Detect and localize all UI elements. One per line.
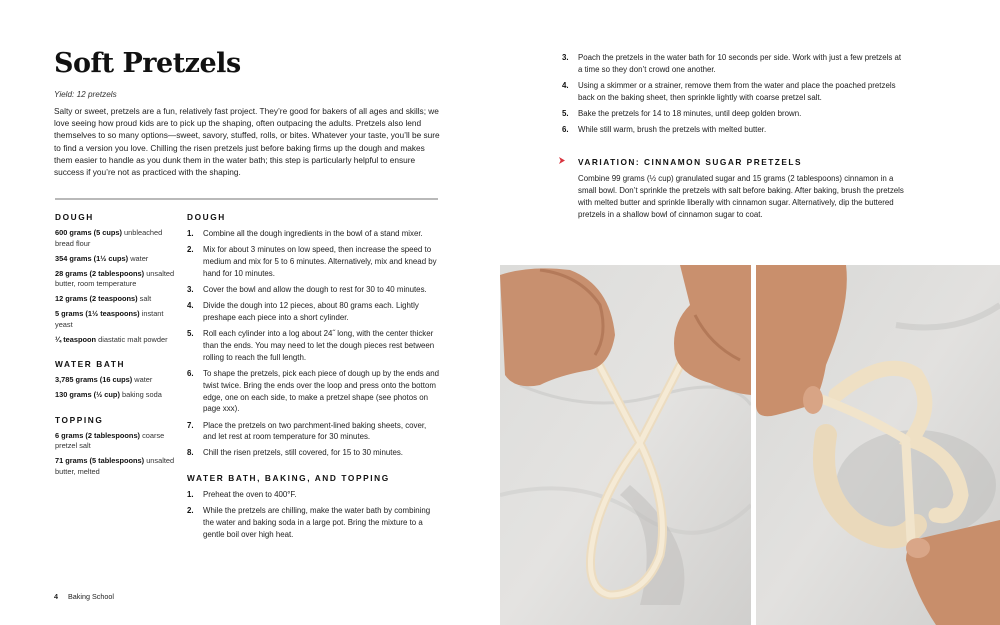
step-number: 4.	[187, 301, 194, 311]
step-number: 1.	[187, 490, 194, 500]
chevron-right-icon	[558, 156, 578, 168]
ingredient-item	[55, 309, 177, 330]
ingredient-name: unsalted butter, room temperature	[55, 268, 175, 289]
recipe-intro: Salty or sweet, pretzels are a fun, relatively fast project. They’re good for bakers of all ages and skills; we love seeing how proud kids are to pick up the shaping, often outpacing the adults. Pretzels also lend themselves to so many options—sweet, savory, stuffed, rolls, or bites. Whatever your taste, you’ll be sure to find a version you love. Chilling the risen pretzels just before baking firms up the dough and makes them easier to handle as you dunk them in the water bath; this step is particularly helpful to ensure success if you’re not as practiced with the shaping.	[54, 106, 440, 178]
step-text: Roll each cylinder into a log about 24˝ long, with the center thicker than the ends. You may need to let the dough pieces rest between rolling to reach the full length.	[203, 329, 435, 362]
step-number: 4.	[562, 80, 569, 90]
step-number: 3.	[187, 284, 194, 294]
ingredient-name: unsalted butter, melted	[55, 456, 175, 477]
variation-heading-row	[559, 156, 907, 168]
ingredients-topping-heading: TOPPING	[55, 414, 104, 425]
ingredients-dough-heading: DOUGH	[55, 212, 94, 222]
method-step	[187, 505, 439, 540]
ingredient-amount: 6 grams (2 tablespoons)	[55, 430, 141, 440]
step-number: 2.	[187, 245, 194, 255]
step-number: 1.	[187, 229, 194, 238]
ingredient-name: instant yeast	[55, 309, 164, 329]
ingredients-topping	[55, 415, 177, 478]
step-number: 3.	[562, 53, 569, 62]
step-text: Cover the bowl and allow the dough to rest for 30 to 40 minutes.	[203, 284, 427, 294]
ingredient-name: salt	[139, 294, 152, 304]
ingredient-name: coarse pretzel salt	[55, 430, 165, 451]
step-text: Preheat the oven to 400°F.	[203, 490, 297, 500]
method-step	[187, 420, 439, 444]
ingredient-item	[55, 335, 177, 346]
variation-heading: VARIATION: CINNAMON SUGAR PRETZELS	[578, 157, 803, 167]
ingredient-amount: ¼ teaspoon	[55, 334, 97, 344]
ingredients-column	[55, 212, 177, 492]
ingredient-name: unbleached bread flour	[55, 228, 163, 248]
method-step	[187, 244, 439, 279]
step-number: 7.	[187, 420, 194, 430]
step-text: Using a skimmer or a strainer, remove them from the water and place the poached pretzels back on the baking sheet, then sprinkle lightly with coarse pretzel salt.	[578, 80, 896, 102]
ingredient-item	[55, 431, 177, 452]
method-continued	[562, 52, 907, 140]
book-title: Baking School	[68, 592, 114, 601]
method-step	[562, 52, 907, 76]
ingredient-name: baking soda	[121, 390, 162, 400]
step-text: Mix for about 3 minutes on low speed, then increase the speed to medium and mix for 5 to 6 minutes. Alternatively, mix and knead by hand for 10 minutes.	[203, 245, 437, 278]
step-text: Poach the pretzels in the water bath for 10 seconds per side. Work with just a few pretzels at a time so they don’t crowd one another.	[578, 53, 902, 74]
step-text: To shape the pretzels, pick each piece of dough up by the ends and twist twice. Bring the ends over the loop and press onto the bottom edge, one on each side, to make a pretzel shape (see photos on page xxx).	[203, 368, 440, 414]
ingredient-amount: 28 grams (2 tablespoons)	[55, 268, 145, 278]
step-text: Combine all the dough ingredients in the bowl of a stand mixer.	[203, 229, 423, 238]
method-step	[562, 108, 907, 120]
ingredients-water-bath	[55, 359, 177, 401]
method-bake-steps	[187, 489, 439, 541]
ingredient-amount: 600 grams (5 cups)	[55, 228, 122, 237]
ingredient-amount: 130 grams (½ cup)	[55, 390, 120, 400]
method-step	[187, 228, 439, 240]
ingredient-amount: 12 grams (2 teaspoons)	[55, 294, 138, 304]
recipe-yield: Yield: 12 pretzels	[54, 90, 117, 99]
method-step	[187, 368, 439, 415]
ingredient-name: diastatic malt powder	[98, 334, 168, 344]
method-step	[562, 124, 907, 136]
recipe-title: Soft Pretzels	[54, 48, 241, 79]
ingredients-water-bath-heading: WATER BATH	[55, 359, 126, 370]
ingredient-item	[55, 456, 177, 477]
section-divider	[55, 198, 438, 200]
method-step	[187, 447, 439, 459]
method-bake-steps-continued	[562, 52, 907, 136]
method-step	[562, 80, 907, 104]
method-dough-steps	[187, 228, 439, 459]
ingredient-amount: 5 grams (1½ teaspoons)	[55, 309, 140, 319]
photo-shaping-pretzel	[756, 265, 1000, 625]
ingredient-amount: 3,785 grams (16 cups)	[55, 375, 133, 385]
photo-twisting-dough	[500, 265, 751, 625]
step-text: While the pretzels are chilling, make the water bath by combining the water and baking soda in a large pot. Bring the mixture to a gentle boil over high heat.	[203, 506, 431, 540]
step-text: Bake the pretzels for 14 to 18 minutes, until deep golden brown.	[578, 108, 802, 118]
step-number: 2.	[187, 506, 194, 516]
ingredient-amount: 354 grams (1½ cups)	[55, 253, 129, 263]
step-number: 6.	[187, 368, 194, 378]
step-text: Divide the dough into 12 pieces, about 80 grams each. Lightly preshape each piece into a short cylinder.	[203, 301, 419, 322]
variation-box	[562, 156, 907, 221]
step-text: Chill the risen pretzels, still covered, for 15 to 30 minutes.	[203, 448, 403, 458]
method-step	[187, 284, 439, 296]
ingredient-name: water	[134, 375, 153, 385]
step-number: 5.	[187, 329, 194, 339]
page-footer	[54, 592, 114, 601]
method-dough-heading: DOUGH	[187, 212, 226, 222]
ingredients-dough	[55, 212, 177, 345]
ingredient-amount: 71 grams (5 tablespoons)	[55, 456, 145, 466]
step-number: 5.	[562, 108, 569, 118]
step-text: While still warm, brush the pretzels with melted butter.	[578, 125, 767, 135]
step-text: Place the pretzels on two parchment-lined baking sheets, cover, and let rest at room temperature for 30 minutes.	[203, 420, 427, 442]
page-number: 4	[54, 592, 58, 601]
ingredient-item	[55, 294, 177, 305]
ingredient-item	[55, 375, 177, 386]
method-step	[187, 328, 439, 363]
ingredient-name: water	[130, 253, 149, 263]
ingredient-item	[55, 254, 177, 265]
method-column	[187, 212, 439, 545]
method-step	[187, 489, 439, 501]
method-bake-heading: WATER BATH, BAKING, AND TOPPING	[187, 473, 390, 484]
variation-text: Combine 99 grams (½ cup) granulated sugar and 15 grams (2 tablespoons) cinnamon in a small bowl. Don’t sprinkle the pretzels with salt before baking. After baking, brush the pretzels with melted butter and sprinkle liberally with cinnamon sugar. Alternatively, dip the buttered pretzels in a shallow bowl of cinnamon sugar to coat.	[578, 174, 904, 219]
step-number: 6.	[562, 125, 569, 135]
ingredient-item	[55, 390, 177, 401]
ingredient-item	[55, 228, 177, 249]
step-number: 8.	[187, 448, 194, 458]
method-step	[187, 300, 439, 324]
ingredient-item	[55, 269, 177, 290]
